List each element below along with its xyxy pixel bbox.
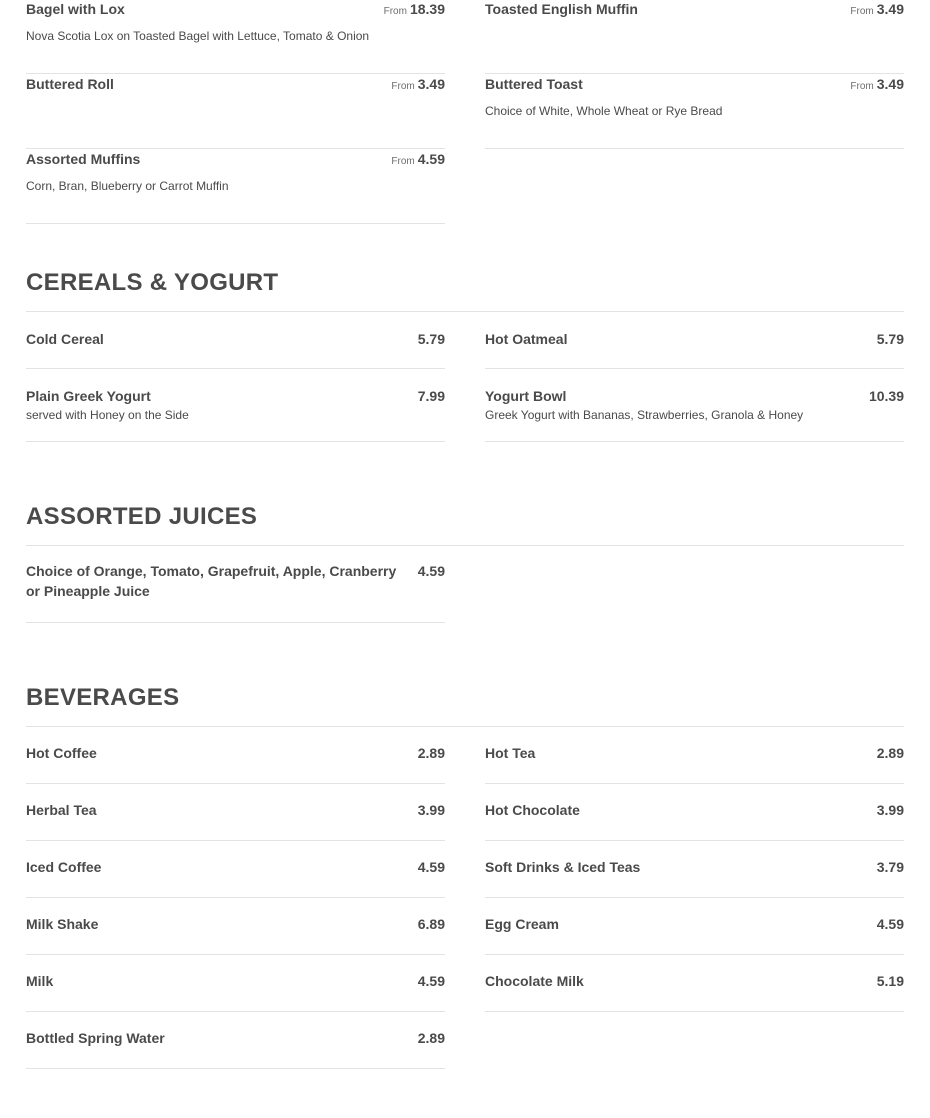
item-name: Chocolate Milk (485, 973, 584, 989)
price-value: 3.49 (876, 1, 904, 17)
cereals-right-column (485, 312, 904, 442)
item-name: Choice of Orange, Tomato, Grapefruit, Apple, Cranberry or Pineapple Juice (26, 563, 397, 599)
menu-item[interactable] (485, 841, 904, 898)
item-name: Hot Tea (485, 745, 536, 761)
menu-item[interactable] (26, 898, 445, 955)
menu-item[interactable] (26, 0, 445, 74)
item-name: Toasted English Muffin (485, 1, 638, 17)
item-description: Corn, Bran, Blueberry or Carrot Muffin (26, 179, 229, 193)
price-from-label: From (391, 81, 415, 92)
item-price: 5.79 (417, 331, 445, 347)
item-price (384, 0, 445, 22)
juices-left-column (26, 546, 445, 623)
item-name: Milk Shake (26, 916, 99, 932)
item-name: Egg Cream (485, 916, 559, 932)
price-value: 3.49 (876, 76, 904, 92)
item-name: Plain Greek Yogurt (26, 388, 151, 404)
item-price: 5.79 (876, 331, 904, 347)
price-from-label: From (850, 81, 874, 92)
beverages-right-column (485, 727, 904, 1069)
item-price: 2.89 (876, 745, 904, 761)
menu-item[interactable] (26, 312, 445, 369)
item-name: Hot Chocolate (485, 802, 580, 818)
menu-item[interactable] (26, 727, 445, 784)
menu-item[interactable] (485, 312, 904, 369)
bakery-right-column (485, 0, 904, 224)
menu-item[interactable] (485, 898, 904, 955)
price-from-label: From (850, 6, 874, 17)
menu-item[interactable] (26, 784, 445, 841)
item-name: Buttered Roll (26, 76, 114, 92)
price-from-label: From (391, 156, 415, 167)
item-name: Bagel with Lox (26, 1, 125, 17)
bakery-section (26, 0, 904, 224)
menu-item[interactable] (485, 727, 904, 784)
item-price (850, 0, 904, 22)
item-name: Assorted Muffins (26, 151, 141, 167)
section-title-beverages: BEVERAGES (26, 684, 180, 711)
item-price: 2.89 (417, 1030, 445, 1046)
bakery-left-column (26, 0, 445, 224)
item-price (391, 74, 445, 97)
menu-item[interactable] (26, 74, 445, 149)
menu-item[interactable] (26, 546, 445, 623)
item-name: Hot Oatmeal (485, 331, 568, 347)
cereals-section (26, 312, 904, 442)
section-title-juices: ASSORTED JUICES (26, 503, 258, 530)
menu-item[interactable] (485, 74, 904, 149)
menu-item[interactable] (485, 0, 904, 74)
item-price: 4.59 (417, 973, 445, 989)
menu-item[interactable] (485, 784, 904, 841)
item-description: served with Honey on the Side (26, 408, 189, 422)
item-price: 3.79 (876, 859, 904, 875)
item-description: Nova Scotia Lox on Toasted Bagel with Lettuce, Tomato & Onion (26, 29, 370, 43)
price-value: 18.39 (409, 1, 445, 17)
item-name: Yogurt Bowl (485, 388, 567, 404)
menu-item[interactable] (485, 369, 904, 442)
menu-item[interactable] (26, 841, 445, 898)
item-price: 10.39 (868, 388, 904, 404)
item-name: Bottled Spring Water (26, 1030, 165, 1046)
item-name: Herbal Tea (26, 802, 97, 818)
item-name: Hot Coffee (26, 745, 97, 761)
item-description: Greek Yogurt with Bananas, Strawberries, Granola & Honey (485, 408, 804, 422)
item-price (391, 149, 445, 172)
item-price (850, 74, 904, 97)
menu-item[interactable] (26, 149, 445, 224)
item-name: Iced Coffee (26, 859, 102, 875)
menu-item[interactable] (485, 955, 904, 1012)
menu-item[interactable] (26, 369, 445, 442)
item-price: 4.59 (417, 563, 445, 579)
item-price: 5.19 (876, 973, 904, 989)
juices-section (26, 546, 904, 623)
item-description: Choice of White, Whole Wheat or Rye Bread (485, 104, 723, 118)
item-price: 6.89 (417, 916, 445, 932)
price-value: 4.59 (417, 151, 445, 167)
item-name: Soft Drinks & Iced Teas (485, 859, 641, 875)
juices-right-column (485, 546, 904, 623)
item-name: Milk (26, 973, 54, 989)
cereals-left-column (26, 312, 445, 442)
menu-item[interactable] (26, 955, 445, 1012)
beverages-section (26, 727, 904, 1069)
item-price: 3.99 (876, 802, 904, 818)
item-price: 4.59 (417, 859, 445, 875)
section-title-cereals: CEREALS & YOGURT (26, 269, 279, 296)
item-price: 3.99 (417, 802, 445, 818)
item-price: 4.59 (876, 916, 904, 932)
menu-item[interactable] (26, 1012, 445, 1069)
item-price: 2.89 (417, 745, 445, 761)
item-name: Buttered Toast (485, 76, 583, 92)
price-value: 3.49 (417, 76, 445, 92)
beverages-left-column (26, 727, 445, 1069)
item-name: Cold Cereal (26, 331, 104, 347)
item-price: 7.99 (417, 388, 445, 404)
price-from-label: From (383, 6, 407, 17)
